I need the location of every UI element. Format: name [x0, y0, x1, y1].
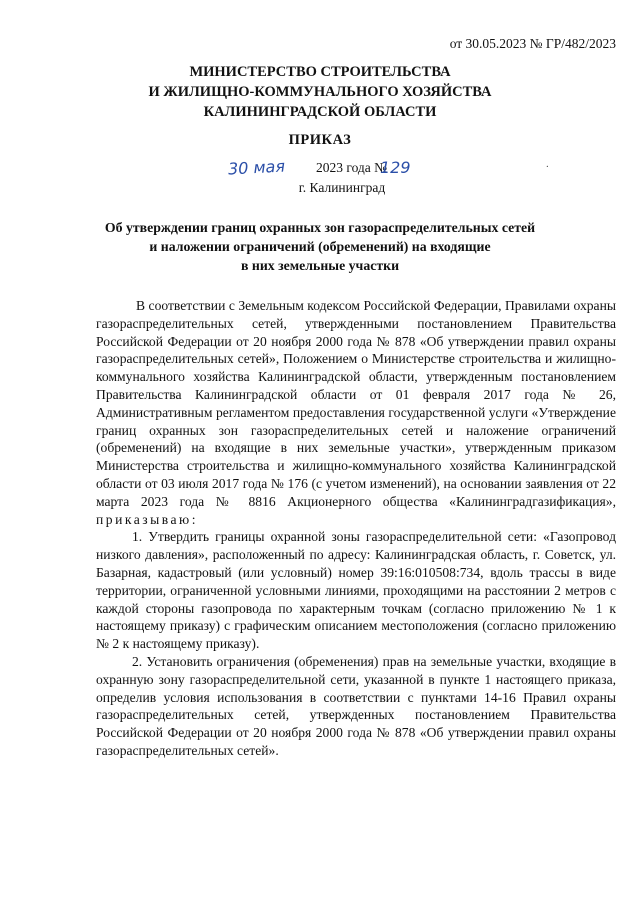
handwritten-number: 129: [380, 158, 411, 177]
handwritten-day: 30 мая: [227, 156, 286, 179]
order-word: приказываю:: [96, 511, 198, 527]
ministry-heading: [0, 62, 640, 122]
subject-line-3: в них земельные участки: [240, 258, 400, 273]
paragraph-preamble: [96, 297, 616, 528]
ministry-line-1: МИНИСТЕРСТВО СТРОИТЕЛЬСТВА: [189, 64, 451, 80]
subject-line-2: и наложении ограничений (обременений) на входящие: [149, 239, 491, 254]
stray-mark: .: [546, 158, 549, 170]
date-line: [227, 156, 588, 182]
ministry-line-2: И ЖИЛИЩНО-КОММУНАЛЬНОГО ХОЗЯЙСТВА: [148, 84, 492, 100]
ministry-line-3: КАЛИНИНГРАДСКОЙ ОБЛАСТИ: [203, 104, 437, 120]
paragraph-item-2: 2. Установить ограничения (обременения) прав на земельные участки, входящие в охранную зону газораспределительной сети, указанной в пункте 1 настоящего приказа, определив условия использования в соответствии с пунктами 14-16 Правил охраны газораспределительных сетей, утвержденных постановлением Правительства Российской Федерации от 20 ноября 2000 года № 878 «Об утверждении правил охраны газораспределительных сетей».: [96, 653, 616, 758]
preamble-text: В соответствии с Земельным кодексом Российской Федерации, Правилами охраны газораспределительных сетей, утвержденными постановлением Правительства Российской Федерации от 20 ноября 2000 года № 878 «Об утверждении правил охраны газораспределительных сетей», Положением о Министерстве строительства и жилищно-коммунального хозяйства Калининградской области, утвержденным постановлением Правительства Калининградской области от 01 февраля 2017 года № 26, Административным регламентом предоставления государственной услуги «Утверждение границ охранных зон газораспределительных сетей и наложение ограничений (обременений) на входящие в них земельные участки», утвержденным приказом Министерства строительства и жилищно-коммунального хозяйства Калининградской области от 03 июля 2017 года № 176 (с учетом изменений), на основании заявления от 22 марта 2023 года № 8816 Акционерного общества «Калининградгазификация»,: [96, 298, 616, 509]
year-text: 2023 года №: [316, 160, 388, 175]
registration-number: от 30.05.2023 № ГР/482/2023: [449, 36, 616, 51]
subject-heading: [0, 218, 640, 275]
paragraph-item-1: 1. Утвердить границы охранной зоны газораспределительной сети: «Газопровод низкого давления», расположенный по адресу: Калининградская область, г. Советск, ул. Базарная, кадастровый (или условный) номер 39:16:010508:734, вдоль трассы в виде территории, ограниченной условными линиями, проходящими на расстоянии 2 метров с каждой стороны газопровода по характерным точкам (согласно приложению № 1 к настоящему приказу) с графическим описанием местоположения (согласно приложению № 2 к настоящему приказу).: [96, 529, 616, 652]
order-title: ПРИКАЗ: [288, 132, 352, 148]
city: г. Калининград: [298, 180, 386, 195]
document-body: [96, 297, 616, 760]
subject-line-1: Об утверждении границ охранных зон газораспределительных сетей: [104, 220, 536, 235]
